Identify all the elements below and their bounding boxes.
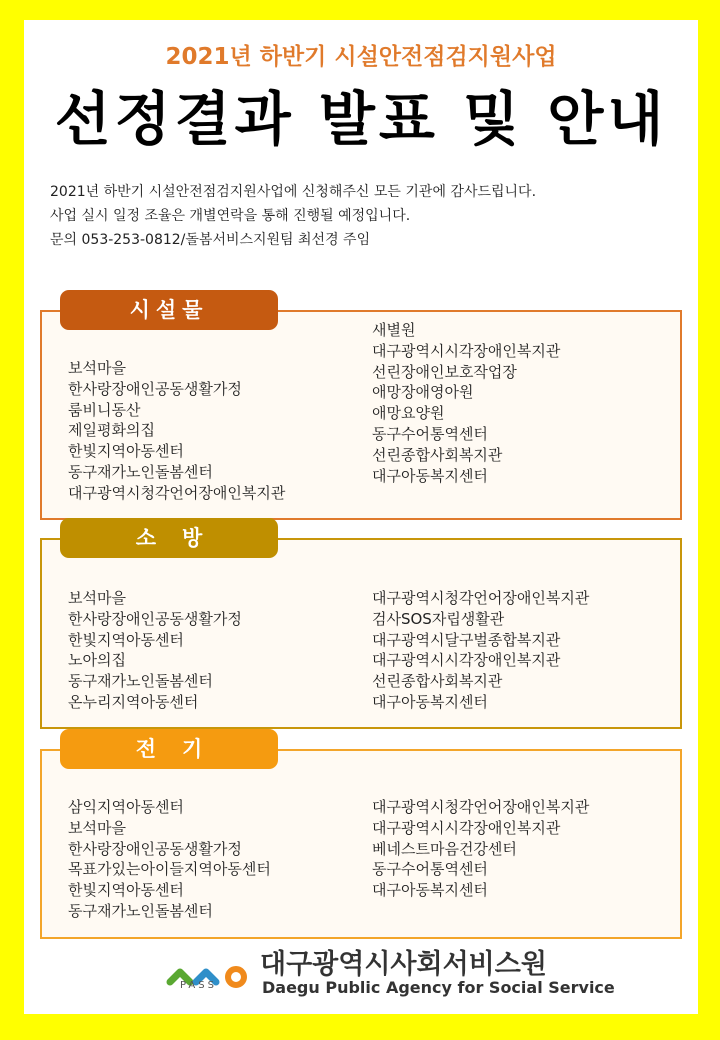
facility-list-right [372,320,560,486]
section-label-facility: 시설물 [60,290,278,330]
institution-item: 한빛지역아동센터 [68,630,184,649]
institution-item: 대구광역시청각언어장애인복지관 [372,798,590,816]
page-subtitle: 2021년 하반기 시설안전점검지원사업 [165,44,557,70]
institution-item: 대구광역시청각언어장애인복지관 [372,589,590,607]
institution-item: 제일평화의집 [68,421,155,440]
institution-item: 동구수어통역센터 [372,860,488,879]
org-name-korean: 대구광역시사회서비스원 [260,949,547,980]
institution-item: 한빛지역아동센터 [68,881,184,900]
institution-item: 선린종합사회복지관 [372,672,503,691]
institution-item: 동구재가노인돌봄센터 [68,901,213,920]
section-facility [40,298,682,520]
institution-item: 보석마을 [68,818,126,837]
institution-item: 보석마을 [68,589,126,607]
electric-list-left [68,797,271,922]
institution-item: 대구아동복지센터 [372,881,488,900]
institution-item: 룸비니동산 [68,400,141,419]
section-label-electric: 전기 [60,729,278,769]
intro-text [50,180,680,252]
institution-item: 대구광역시시각장애인복지관 [372,651,561,670]
fire-list-right [372,588,589,713]
institution-item: 동구재가노인돌봄센터 [68,672,213,691]
section-fire [40,526,682,729]
institution-item: 한빛지역아동센터 [68,442,184,461]
institution-item: 삼익지역아동센터 [68,798,184,816]
org-name-english: Daegu Public Agency for Social Service [262,978,615,997]
institution-item: 동구재가노인돌봄센터 [68,462,213,481]
electric-list-right [372,797,589,901]
pass-logo-icon [166,952,252,1002]
institution-item: 대구아동복지센터 [372,466,488,485]
institution-item: 선린종합사회복지관 [372,445,503,464]
institution-item: 한사랑장애인공동생활가정 [68,609,242,628]
institution-item: 검사SOS자립생활관 [372,609,505,628]
fire-list-left [68,588,242,713]
intro-line-schedule: 사업 실시 일정 조율은 개별연락을 통해 진행될 예정입니다. [50,208,411,224]
intro-line-thanks: 2021년 하반기 시설안전점검지원사업에 신청해주신 모든 기관에 감사드립니다. [50,184,537,200]
section-label-fire: 소방 [60,518,278,558]
logo-sub-text: PASS [180,980,217,991]
footer-logo [166,940,615,1000]
facility-list-left [68,358,285,504]
institution-item: 선린장애인보호작업장 [372,362,517,381]
institution-item: 노아의집 [68,651,126,670]
institution-item: 대구광역시시각장애인복지관 [372,818,561,837]
institution-item: 목표가있는아이들지역아동센터 [68,860,271,879]
institution-item: 한사랑장애인공동생활가정 [68,839,242,858]
institution-item: 새별원 [372,321,416,339]
institution-item: 동구수어통역센터 [372,424,488,443]
institution-item: 대구광역시시각장애인복지관 [372,341,561,360]
institution-item: 베네스트마음건강센터 [372,839,517,858]
institution-item: 대구광역시청각언어장애인복지관 [68,483,286,502]
page-title: 선정결과 발표 및 안내 [54,85,668,153]
institution-item: 한사랑장애인공동생활가정 [68,379,242,398]
institution-item: 보석마을 [68,359,126,377]
institution-item: 애망요양원 [372,404,445,423]
intro-line-contact: 문의 053-253-0812/돌봄서비스지원팀 최선경 주임 [50,232,371,248]
institution-item: 애망장애영아원 [372,383,474,402]
section-electric [40,737,682,939]
institution-item: 대구아동복지센터 [372,692,488,711]
notice-sheet [24,20,698,1014]
institution-item: 온누리지역아동센터 [68,692,199,711]
institution-item: 대구광역시달구벌종합복지관 [372,630,561,649]
